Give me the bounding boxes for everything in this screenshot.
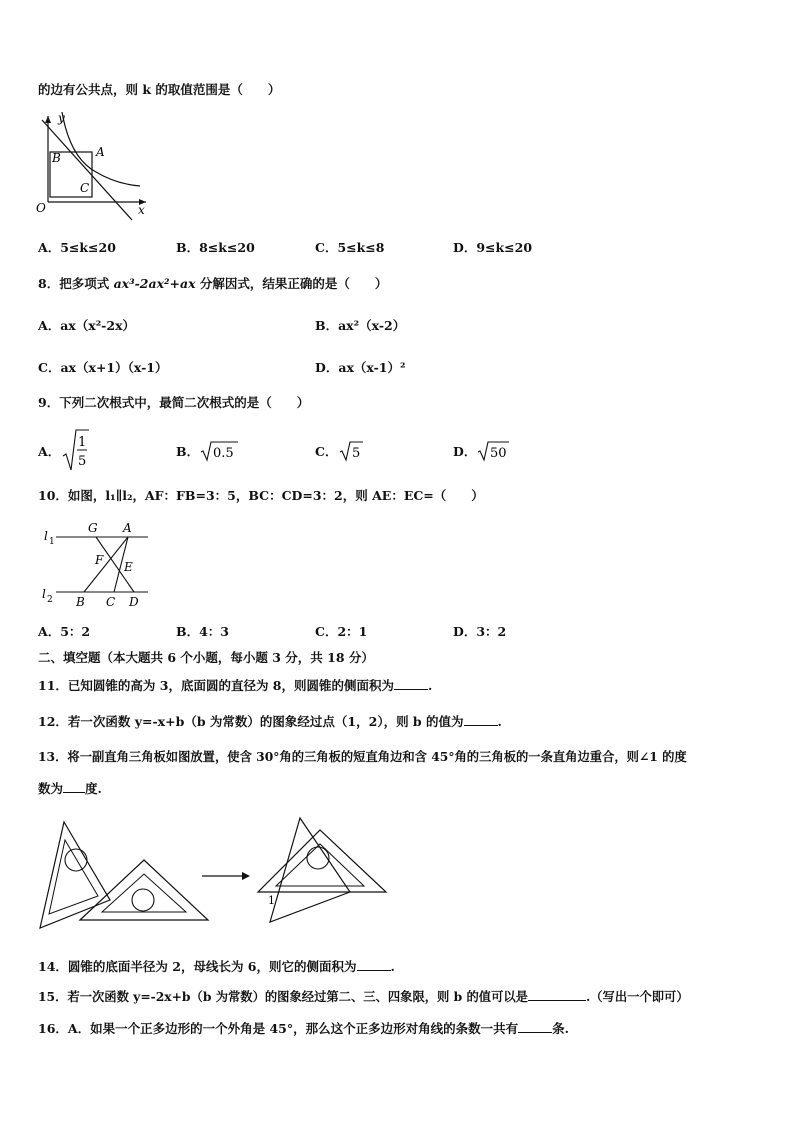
q9-a-denominator: 5 <box>78 454 87 469</box>
q8-expression: ax³-2ax²+ax <box>113 276 196 291</box>
q10-option-a: A．5：2 <box>38 624 91 639</box>
section-heading: 二、填空题（本大题共 6 个小题，每小题 3 分，共 18 分） <box>38 650 374 665</box>
combined-hole <box>307 847 329 869</box>
q8-post: 分解因式，结果正确的是（ ） <box>195 276 388 291</box>
q7-option-c: C．5≤k≤8 <box>315 240 385 255</box>
q9-option-d-radical <box>477 440 511 462</box>
q9-c-radicand: 5 <box>352 446 361 461</box>
q11-end: . <box>428 678 433 693</box>
q14-stem: 14．圆锥的底面半径为 2，母线长为 6，则它的侧面积为 <box>38 959 357 974</box>
q9-d-radicand: 50 <box>490 446 507 461</box>
q13-line2-start: 数为 <box>38 781 64 796</box>
q10-text: 10．如图，l₁∥l₂，AF：FB=3：5，BC：CD=3：2，则 AE：EC=（ ） <box>38 488 484 503</box>
q10-d-label: D <box>129 595 139 609</box>
q8-option-d: D．ax（x-1）² <box>315 360 406 375</box>
q13-line2 <box>38 780 102 797</box>
q16-stem: 16．A．如果一个正多边形的一个外角是 45°，那么这个正多边形对角线的条数一共有 <box>38 1021 519 1036</box>
q13-line1: 13．将一副直角三角板如图放置，使含 30°角的三角板的短直角边和含 45°角的三角板的一条直角边重合，则∠1 的度 <box>38 749 687 764</box>
q10-a-label: A <box>123 521 132 535</box>
left-triangle-hole <box>65 849 87 871</box>
q9-b-radicand: 0.5 <box>213 446 234 461</box>
q10-e-label: E <box>124 560 133 574</box>
q8-pre: 把多项式 <box>59 276 114 291</box>
q13-figure <box>34 816 394 934</box>
q9-a-numerator: 1 <box>78 435 87 450</box>
q8-option-c: C．ax（x+1）（x-1） <box>38 360 168 375</box>
q14-answer-blank[interactable] <box>357 958 391 971</box>
q8-option-a: A．ax（x²-2x） <box>38 318 136 333</box>
q7-text: 的边有公共点，则 k 的取值范围是（ ） <box>38 82 281 97</box>
q7-o-label: O <box>36 201 46 215</box>
q10-l1: l <box>44 529 48 543</box>
q10-option-d: D．3：2 <box>453 624 507 639</box>
q11-stem: 11．已知圆锥的高为 3，底面圆的直径为 8，则圆锥的侧面积为 <box>38 678 394 693</box>
q9-option-b-radical <box>200 440 240 462</box>
q10-g-label: G <box>88 521 98 535</box>
q7-y-label: y <box>58 111 65 125</box>
q10-option-c: C．2：1 <box>315 624 368 639</box>
q10-c-label: C <box>106 595 116 609</box>
q16-end: 条. <box>552 1021 569 1036</box>
q7-b-label: B <box>52 151 61 165</box>
q9-option-b-label: B． <box>176 444 200 459</box>
q9-option-d-label: D． <box>453 444 477 459</box>
q9-option-a-radical <box>62 428 90 472</box>
q16-text <box>38 1020 569 1037</box>
q7-option-d: D．9≤k≤20 <box>453 240 533 255</box>
q7-a-label: A <box>96 145 105 159</box>
isosceles-triangle-hole <box>132 889 154 911</box>
q7-c-label: C <box>80 181 90 195</box>
q13-line2-end: 度. <box>85 781 102 796</box>
q10-option-b: B．4：3 <box>176 624 229 639</box>
q9-option-c-radical <box>339 440 365 462</box>
q8-number: 8． <box>38 276 60 291</box>
q10-l2-sub: 2 <box>47 595 53 605</box>
q13-answer-blank[interactable] <box>63 780 85 793</box>
q15-stem: 15．若一次函数 y=-2x+b（b 为常数）的图象经过第二、三、四象限，则 b 的值可以是 <box>38 989 528 1004</box>
q12-answer-blank[interactable] <box>464 713 498 726</box>
q10-b-label: B <box>76 595 85 609</box>
q7-option-b: B．8≤k≤20 <box>176 240 255 255</box>
q8-option-b: B．ax²（x-2） <box>315 318 406 333</box>
q12-end: . <box>497 714 502 729</box>
q15-end: .（写出一个即可） <box>585 989 689 1004</box>
q9-option-a-label: A． <box>38 444 61 459</box>
q10-l1-sub: 1 <box>49 537 55 547</box>
angle-1-label: 1 <box>268 894 275 907</box>
q16-answer-blank[interactable] <box>518 1020 552 1033</box>
q12-stem: 12．若一次函数 y=-x+b（b 为常数）的图象经过点（1，2），则 b 的值为 <box>38 714 464 729</box>
q12-text <box>38 713 502 730</box>
q10-figure <box>38 516 158 612</box>
q11-answer-blank[interactable] <box>394 677 428 690</box>
q15-text <box>38 988 689 1005</box>
q14-end: . <box>390 959 395 974</box>
q8-text <box>38 276 387 292</box>
q7-x-label: x <box>138 203 145 217</box>
q14-text <box>38 958 395 975</box>
q15-answer-blank[interactable] <box>528 988 586 1001</box>
q10-f-label: F <box>95 553 104 567</box>
q7-figure <box>34 110 154 222</box>
q7-option-a: A．5≤k≤20 <box>38 240 116 255</box>
q10-l2: l <box>42 587 46 601</box>
q9-text: 9．下列二次根式中，最简二次根式的是（ ） <box>38 395 310 410</box>
q9-option-c-label: C． <box>315 444 338 459</box>
q11-text <box>38 677 432 694</box>
